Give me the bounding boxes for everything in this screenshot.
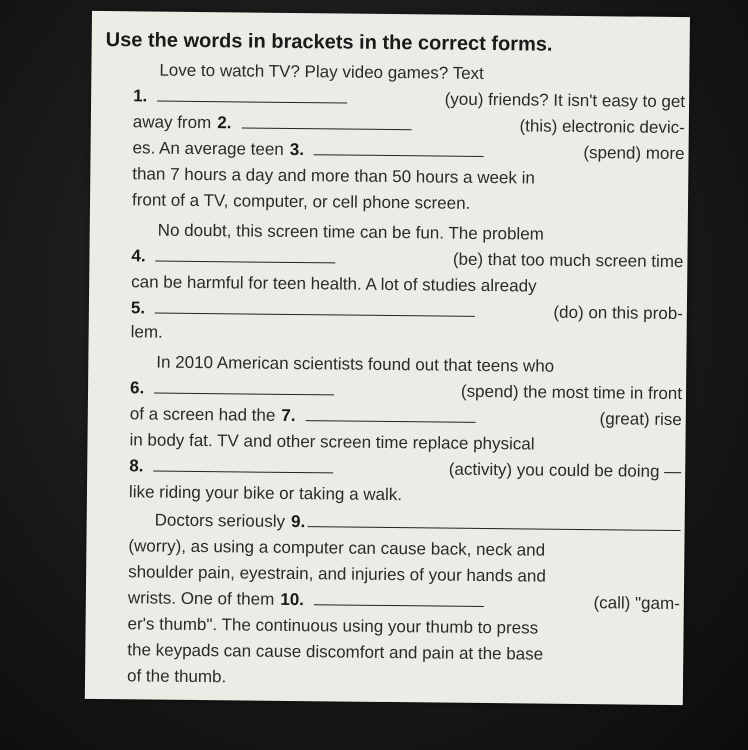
answer-blank-1[interactable]: [157, 87, 347, 104]
line-text: Doctors seriously: [154, 510, 286, 531]
line-text: can be harmful for teen health. A lot of studies already: [131, 272, 537, 296]
line-text: Love to watch TV? Play video games? Text: [159, 60, 484, 83]
gap-line-4: [131, 245, 683, 273]
worksheet-content: [85, 11, 690, 705]
gap-line-8: [129, 455, 681, 483]
gap-hint: (spend) more: [583, 143, 685, 164]
text-line: [127, 665, 679, 693]
gap-number: 9.: [290, 511, 306, 532]
text-line: [131, 271, 683, 299]
gap-hint: (be) that too much screen time: [452, 249, 684, 272]
line-text: No doubt, this screen time can be fun. The problem: [157, 220, 544, 244]
answer-blank-9[interactable]: [307, 512, 681, 531]
line-text: in body fat. TV and other screen time replace physical: [129, 430, 535, 454]
line-text: like riding your bike or taking a walk.: [128, 482, 403, 505]
gap-line-5: [131, 297, 683, 325]
gap-hint: (call) "gam-: [593, 593, 680, 614]
gap-number: 5.: [130, 298, 146, 318]
line-text: of a screen had the: [129, 404, 276, 425]
exercise-title: Use the words in brackets in the correct forms.: [105, 29, 553, 56]
gap-line-9: [129, 509, 681, 537]
answer-blank-6[interactable]: [154, 379, 334, 396]
line-text: the keypads can cause discomfort and pain at the base: [127, 640, 544, 664]
text-line: [128, 535, 680, 563]
text-line: [127, 639, 679, 667]
text-line: [127, 613, 679, 641]
gap-number: 7.: [281, 405, 296, 426]
line-text: shoulder pain, eyestrain, and injuries of your hands and: [128, 562, 546, 586]
gap-hint: (activity) you could be doing —: [448, 459, 682, 482]
gap-line-2: [133, 111, 685, 139]
line-text: lem.: [130, 322, 163, 342]
gap-line-6: [130, 377, 682, 405]
worksheet-page: [85, 11, 690, 705]
gap-number: 10.: [280, 589, 305, 610]
line-text: front of a TV, computer, or cell phone screen.: [131, 190, 471, 213]
gap-hint: (do) on this prob-: [553, 302, 683, 324]
gap-line-1: [133, 85, 685, 113]
text-line: [131, 321, 683, 349]
text-line: [129, 481, 681, 509]
line-text: In 2010 American scientists found out that teens who: [156, 352, 555, 376]
text-line: [132, 163, 684, 191]
answer-blank-10[interactable]: [314, 590, 484, 607]
gap-line-10: [128, 587, 680, 615]
line-text: er's thumb". The continuous using your thumb to press: [127, 614, 539, 638]
text-line: [130, 351, 682, 379]
line-text: than 7 hours a day and more than 50 hours a week in: [132, 164, 535, 188]
answer-blank-3[interactable]: [314, 140, 484, 157]
gap-hint: (you) friends? It isn't easy to get: [444, 89, 686, 112]
answer-blank-7[interactable]: [305, 406, 475, 423]
gap-line-3: [132, 137, 684, 165]
gap-number: 3.: [289, 139, 305, 160]
text-line: [132, 219, 684, 247]
gap-hint: (this) electronic devic-: [519, 116, 685, 138]
answer-blank-2[interactable]: [241, 113, 411, 130]
text-line: [133, 59, 685, 87]
gap-hint: (spend) the most time in front: [460, 381, 683, 404]
answer-blank-8[interactable]: [153, 457, 333, 474]
text-line: [128, 561, 680, 589]
line-text: wrists. One of them: [127, 588, 275, 609]
line-text: of the thumb.: [126, 666, 227, 687]
line-text: es. An average teen: [132, 138, 284, 159]
line-text: (worry), as using a computer can cause back, neck and: [128, 536, 546, 560]
gap-number: 8.: [129, 456, 144, 476]
line-text: away from: [132, 112, 212, 133]
gap-number: 6.: [129, 378, 145, 398]
gap-line-7: [130, 403, 682, 431]
gap-number: 2.: [217, 113, 232, 133]
gap-number: 4.: [131, 246, 146, 266]
answer-blank-5[interactable]: [155, 299, 475, 317]
text-line: [129, 429, 681, 457]
answer-blank-4[interactable]: [156, 247, 336, 264]
text-line: [132, 189, 684, 217]
gap-hint: (great) rise: [599, 409, 682, 430]
gap-number: 1.: [133, 86, 148, 106]
